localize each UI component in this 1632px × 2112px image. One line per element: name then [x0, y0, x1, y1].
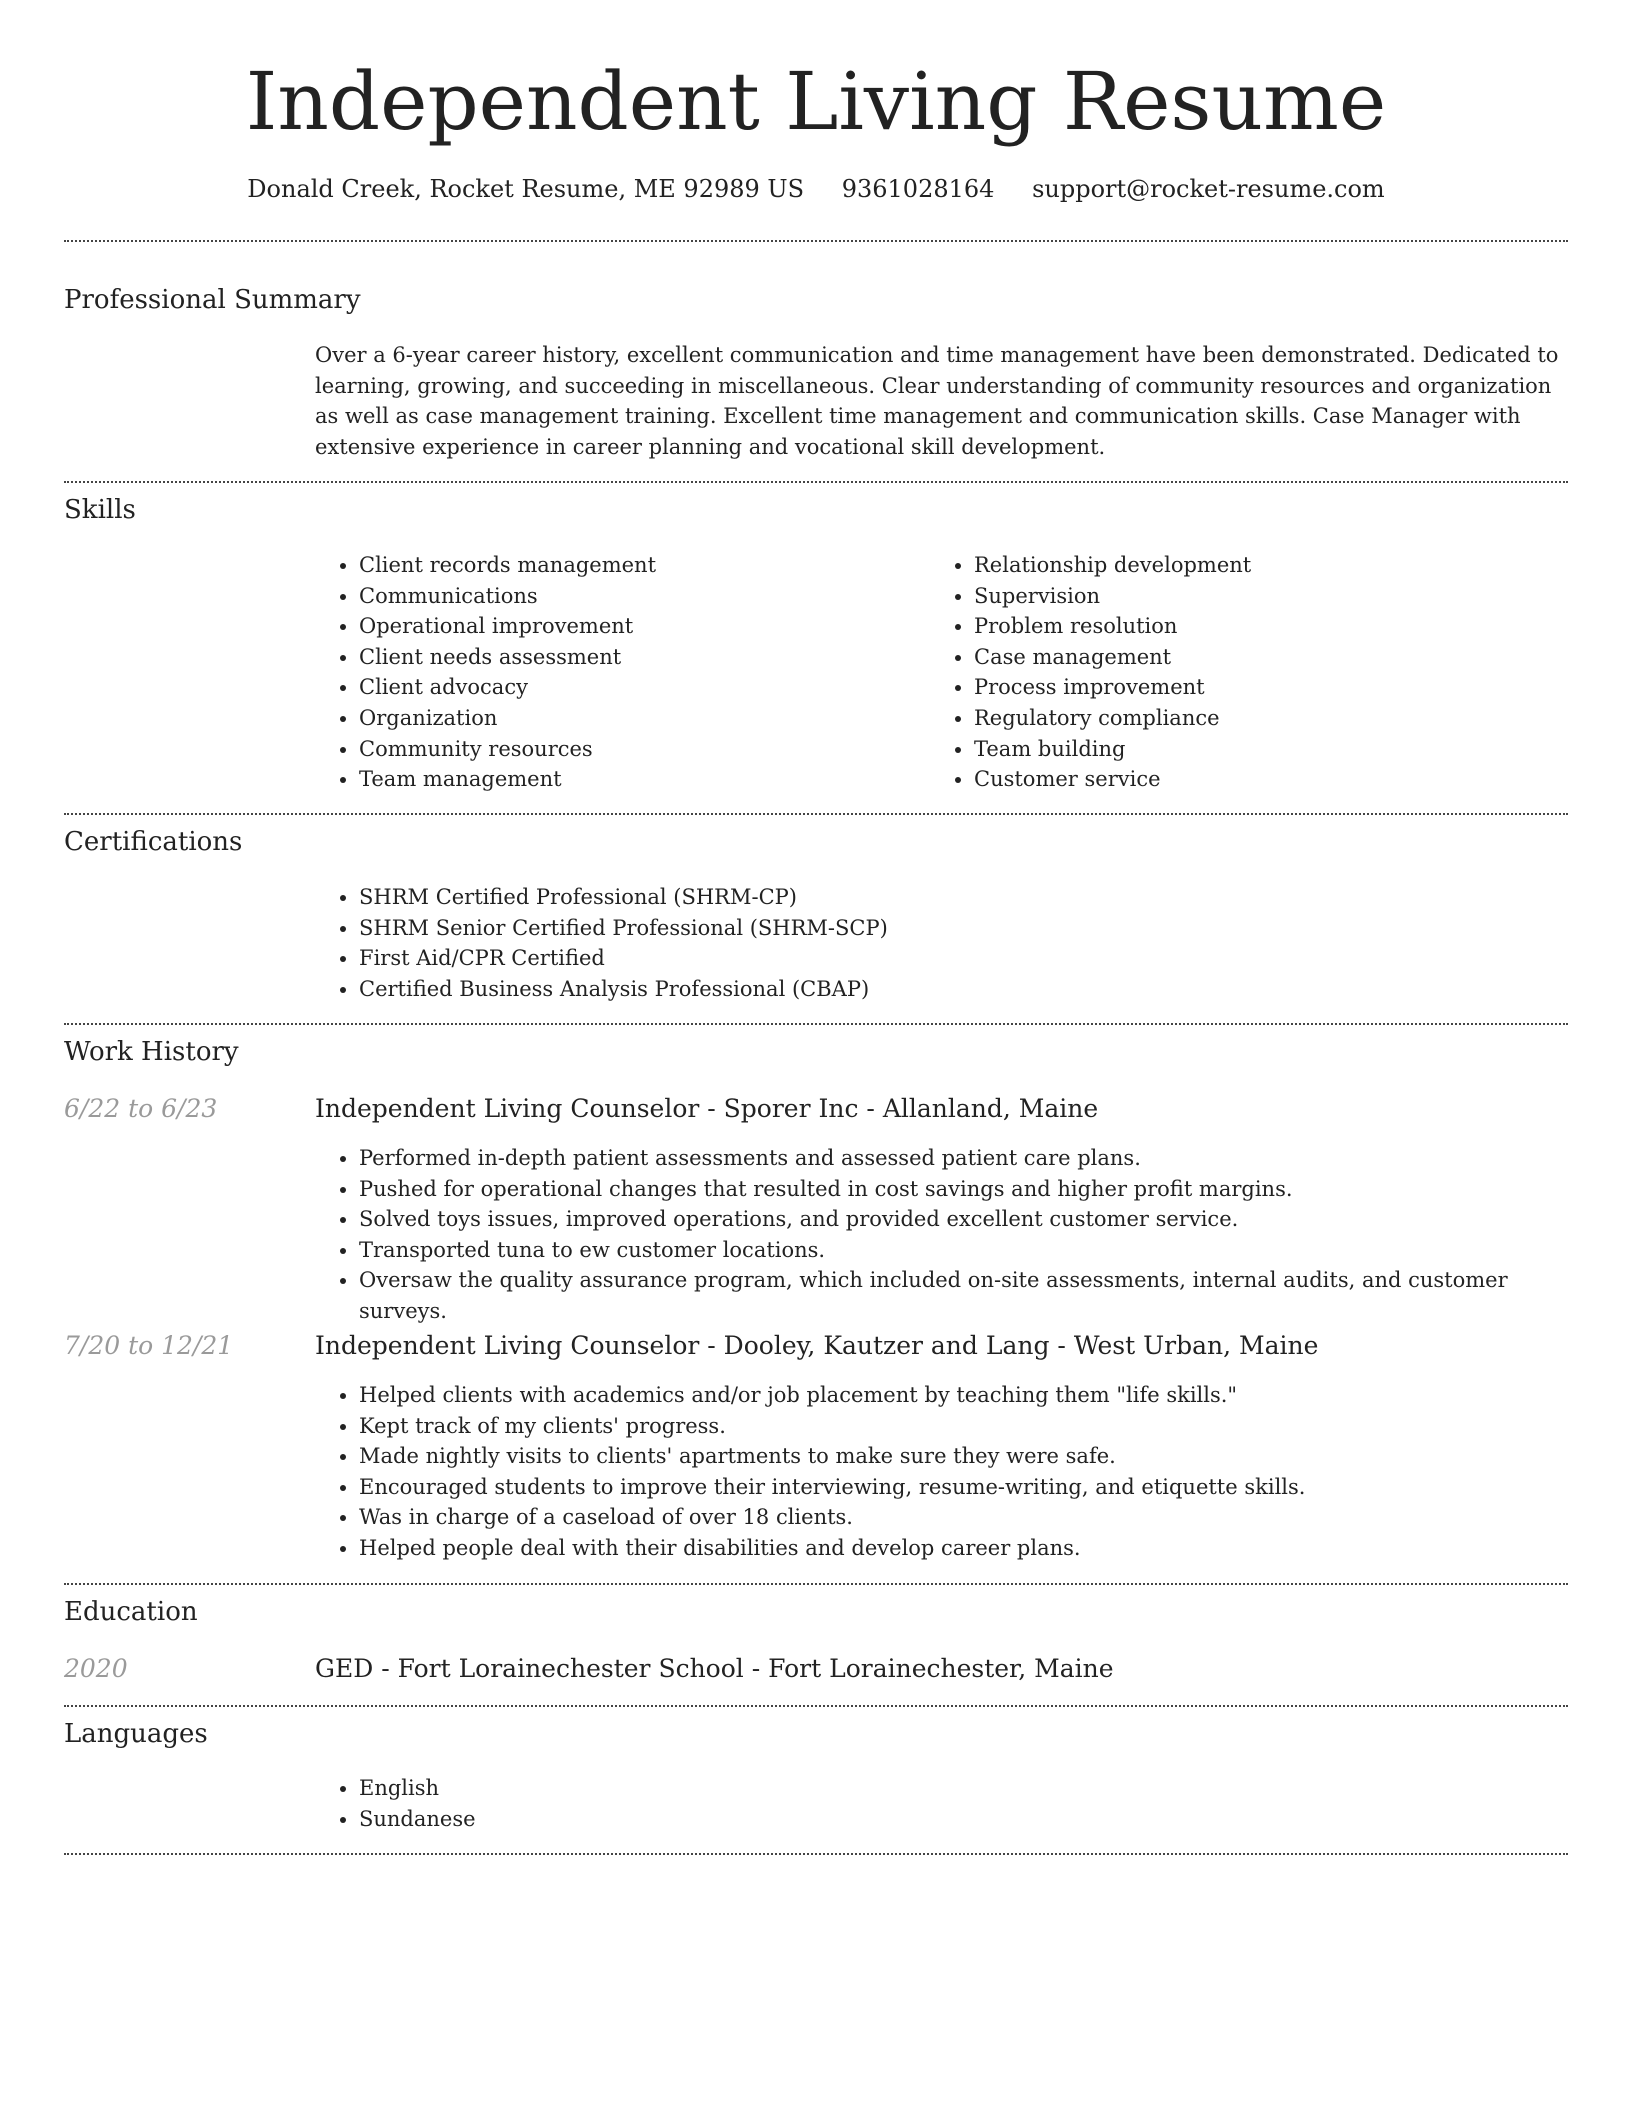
section-heading-education: Education	[64, 1597, 198, 1627]
job-bullet: • Kept track of my clients' progress.	[359, 1411, 1575, 1442]
divider	[64, 1583, 1568, 1585]
skill-item: • Client advocacy	[359, 672, 915, 703]
certification-item: • First Aid/CPR Certified	[359, 943, 1515, 974]
job-bullets	[315, 1143, 1575, 1327]
job-title: Independent Living Counselor - Sporer Inc - Allanland, Maine	[315, 1094, 1099, 1123]
job-dates: 7/20 to 12/21	[64, 1331, 234, 1360]
divider	[64, 813, 1568, 815]
contact-line	[0, 172, 1632, 206]
divider	[64, 1853, 1568, 1855]
job-bullet: • Made nightly visits to clients' apartments to make sure they were safe.	[359, 1441, 1575, 1472]
summary-text: Over a 6-year career history, excellent communication and time management have been demonstrated. Dedicated to learning, growing, and succeeding in miscellaneous. Clear understanding of community resources and organization as well as case management training. Excellent time management and communication skills. Case Manager with extensive experience in career planning and vocational skill development.	[315, 343, 1559, 459]
certification-item: • SHRM Certified Professional (SHRM-CP)	[359, 882, 1515, 913]
skill-item: • Team management	[359, 764, 915, 795]
contact-address: Donald Creek, Rocket Resume, ME 92989 US	[247, 175, 805, 203]
skill-item: • Supervision	[974, 581, 1530, 612]
skill-item: • Organization	[359, 703, 915, 734]
divider	[64, 481, 1568, 483]
resume-title: Independent Living Resume	[245, 55, 1387, 148]
certifications-list	[315, 882, 1515, 1004]
skills-list-left	[315, 550, 915, 795]
skills-list-right	[930, 550, 1530, 795]
skill-item: • Community resources	[359, 734, 915, 765]
skill-item: • Customer service	[974, 764, 1530, 795]
certification-item: • Certified Business Analysis Professional (CBAP)	[359, 974, 1515, 1005]
skill-item: • Communications	[359, 581, 915, 612]
section-heading-skills: Skills	[64, 495, 136, 525]
section-heading-certifications: Certifications	[64, 827, 243, 857]
contact-phone: 9361028164	[841, 175, 995, 203]
job-bullets	[315, 1380, 1575, 1564]
skill-item: • Case management	[974, 642, 1530, 673]
skill-item: • Relationship development	[974, 550, 1530, 581]
language-item: • English	[359, 1773, 915, 1804]
skill-item: • Team building	[974, 734, 1530, 765]
certification-item: • SHRM Senior Certified Professional (SHRM-SCP)	[359, 913, 1515, 944]
education-year: 2020	[64, 1654, 128, 1683]
job-bullet: • Helped people deal with their disabilities and develop career plans.	[359, 1533, 1575, 1564]
skill-item: • Process improvement	[974, 672, 1530, 703]
job-dates: 6/22 to 6/23	[64, 1094, 218, 1123]
divider	[64, 1705, 1568, 1707]
job-bullet: • Encouraged students to improve their interviewing, resume-writing, and etiquette skills.	[359, 1472, 1575, 1503]
contact-email: support@rocket-resume.com	[1032, 175, 1385, 203]
job-bullet: • Oversaw the quality assurance program, which included on-site assessments, internal audits, and customer surveys.	[359, 1265, 1575, 1326]
divider	[64, 1023, 1568, 1025]
job-bullet: • Helped clients with academics and/or job placement by teaching them "life skills."	[359, 1380, 1575, 1411]
job-bullet: • Was in charge of a caseload of over 18 clients.	[359, 1502, 1575, 1533]
language-item: • Sundanese	[359, 1804, 915, 1835]
section-heading-summary: Professional Summary	[64, 285, 361, 315]
skill-item: • Problem resolution	[974, 611, 1530, 642]
education-entry: GED - Fort Lorainechester School - Fort Lorainechester, Maine	[315, 1654, 1114, 1683]
skill-item: • Client records management	[359, 550, 915, 581]
job-bullet: • Pushed for operational changes that resulted in cost savings and higher profit margins.	[359, 1174, 1575, 1205]
job-bullet: • Transported tuna to ew customer locations.	[359, 1235, 1575, 1266]
skill-item: • Regulatory compliance	[974, 703, 1530, 734]
section-heading-work-history: Work History	[64, 1037, 239, 1067]
job-bullet: • Solved toys issues, improved operations, and provided excellent customer service.	[359, 1204, 1575, 1235]
job-bullet: • Performed in-depth patient assessments and assessed patient care plans.	[359, 1143, 1575, 1174]
skill-item: • Operational improvement	[359, 611, 915, 642]
skill-item: • Client needs assessment	[359, 642, 915, 673]
job-title: Independent Living Counselor - Dooley, Kautzer and Lang - West Urban, Maine	[315, 1331, 1319, 1360]
divider	[64, 240, 1568, 242]
languages-list	[315, 1773, 915, 1834]
section-heading-languages: Languages	[64, 1719, 208, 1749]
